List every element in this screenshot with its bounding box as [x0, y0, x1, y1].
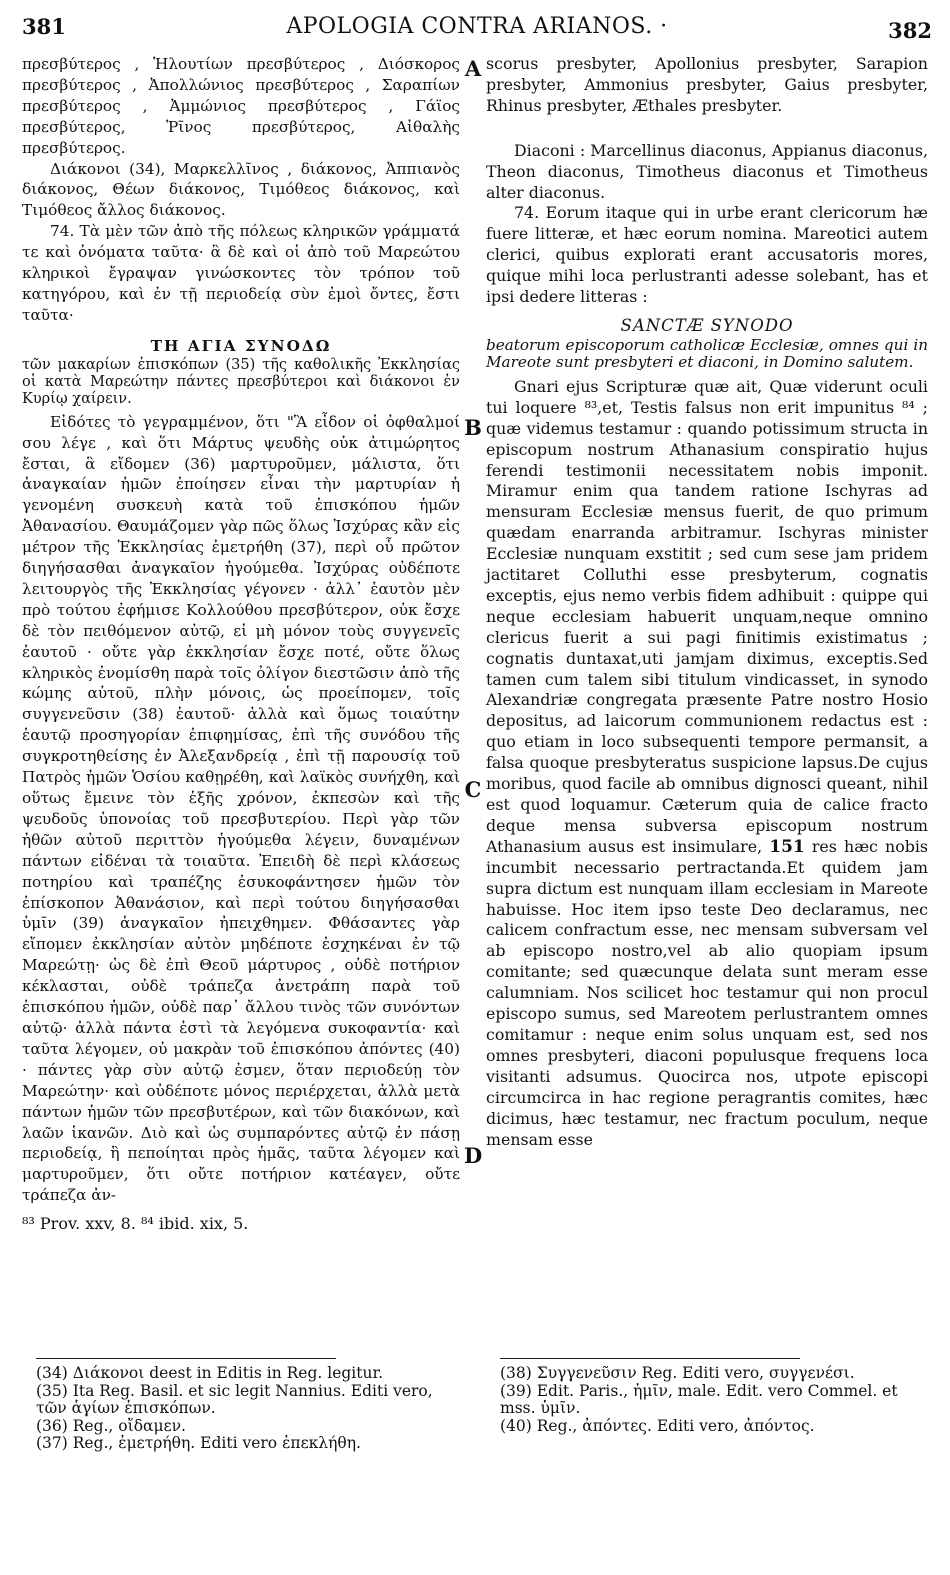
critical-notes-left — [36, 1358, 456, 1453]
notes-rule-right — [500, 1358, 800, 1359]
latin-paragraph-4 — [486, 377, 928, 1151]
latin-paragraph-4-text: Gnari ejus Scripturæ quæ ait, Quæ viderunt oculi tui loquere ⁸³,et, Testis falsus non erit impunitus ⁸⁴ ; quæ videmus testamur : quando potissimum structa in episcopum nostrum Athanasium conspiratio hujus ferendi testimonii necessitatem nobis imponit. Miramur enim qua tandem ratione Ischyras ad mensuram Ecclesiæ mensus fuerit, de quo primum quædam enarranda arbitramur. Ischyras minister Ecclesiæ nunquam exstitit ; sed cum sese jam pridem jactitaret Colluthi esse presbyterum, cognatis exceptis, ejus nemo verbis fidem adhibuit : quippe qui neque ecclesiam habuerit unquam,neque omnino clericus fuerit a sui pagi finitimis existimatus ; cognatis duntaxat,uti jamjam diximus, exceptis.Sed tamen cum talem sibi titulum vindicasset, in synodo Alexandriæ congregata præsente Patre nostro Hosio depositus, ad laicorum communionem redactus est : quo etiam in loco subsequenti tempore permansit, a falsa quoque presbyteratus suspicione lapsus.De cujus moribus, quod facile ab omnibus dignosci queant, nihil est quod loquamur. Cæterum quia de calice fracto deque mensa subversa episcopum nostrum Athanasium ausus est insimulare, — [486, 376, 928, 856]
page-number-left: 381 — [22, 14, 66, 39]
latin-paragraph-1: scorus presbyter, Apollonius presbyter, Sarapion presbyter, Ammonius presbyter, Gaius presbyter, Rhinus presbyter, Æthales presbyter. — [486, 54, 928, 115]
critical-note: (34) Διάκονοι deest in Editis in Reg. legitur. — [36, 1364, 384, 1382]
greek-paragraph-2: Διάκονοι (34), Μαρκελλῖνος , διάκονος, Ἀππιανὸς διάκονος, Θέων διάκονος, Τιμόθεος διάκονος, καὶ Τιμόθεος ἄλλος διάκονος. — [22, 159, 460, 220]
greek-paragraph-1: πρεσβύτερος , Ἡλουτίων πρεσβύτερος , Διόσκορος πρεσβύτερος , Ἀπολλώνιος πρεσβύτερος , Σαραπίων πρεσβύτερος , Ἀμμώνιος πρεσβύτερος , Γάϊος πρεσβύτερος, Ῥῖνος πρεσβύτερος, Αἰθαλὴς πρεσβύτερος. — [22, 55, 460, 157]
notes-rule-left — [36, 1358, 336, 1359]
critical-notes-right — [500, 1358, 930, 1435]
latin-paragraph-4-continued: res hæc nobis incumbit necessario pertractanda.Et quidem jam supra dictum est nunquam illam ecclesiam in Mareote habuisse. Hoc item ipso teste Deo declaramus, nec calicem confractum esse, nec mensam subversam vel ab episcopo nostro,vel ab alio quopiam ipsum comitante; sed quæcunque delata sunt meram esse calumniam. Nos scilicet hoc testamur qui non procul episcopo sumus, sed Mareotem perlustrantem omnes comitamur : neque enim solus unquam est, sed nos omnes presbyteri, diaconi populusque frequens loca visitanti adsumus. Quocirca nos, utpote episcopi circumcirca in hac regione peragrantis comites, hæc dicimus, hæc testamur, nec fractum poculum, neque mensam esse — [486, 836, 928, 1149]
margin-letter-b: B — [464, 415, 482, 440]
section-marker: 151 — [769, 836, 805, 857]
latin-address: beatorum episcoporum catholicæ Ecclesiæ, omnes qui in Mareote sunt presbyteri et diaconi, in Domino salutem. — [486, 335, 928, 371]
running-header — [22, 10, 932, 46]
greek-column — [22, 54, 460, 1234]
latin-column — [486, 54, 928, 1150]
critical-note: (37) Reg., ἐμετρήθη. Editi vero ἐπεκλήθη. — [36, 1434, 361, 1452]
critical-note: (38) Συγγενεῦσιν Reg. Editi vero, συγγενέσι. — [500, 1364, 855, 1382]
critical-note: (35) Ita Reg. Basil. et sic legit Nannius. Editi vero, τῶν ἁγίων ἐπισκόπων. — [36, 1381, 433, 1417]
critical-note: (40) Reg., ἀπόντες. Editi vero, ἀπόντος. — [500, 1416, 815, 1435]
page-number-right: 382 — [888, 18, 932, 43]
greek-address: τῶν μακαρίων ἐπισκόπων (35) τῆς καθολικῆς Ἐκκλησίας οἱ κατὰ Μαρεώτην πάντες πρεσβύτεροι καὶ διάκονοι ἐν Κυρίῳ χαίρειν. — [22, 356, 460, 407]
margin-letter-d: D — [464, 1143, 483, 1168]
greek-paragraph-3: 74. Τὰ μὲν τῶν ἀπὸ τῆς πόλεως κληρικῶν γράμματά τε καὶ ὀνόματα ταῦτα· ἃ δὲ καὶ οἱ ἀπὸ τοῦ Μαρεώτου κληρικοὶ ἔγραψαν γινώσκοντες τὸν τρόπον τοῦ κατηγόρου, καὶ ἐν τῇ περιοδείᾳ σὺν ἐμοὶ ὄντες, ἔστι ταῦτα· — [22, 222, 460, 324]
scripture-footnotes: ⁸³ Prov. xxv, 8. ⁸⁴ ibid. xix, 5. — [22, 1214, 249, 1234]
latin-paragraph-2: Diaconi : Marcellinus diaconus, Appianus diaconus, Theon diaconus, Timotheus diaconus et Timotheus alter diaconus. — [486, 140, 928, 202]
critical-note: (39) Edit. Paris., ἡμῖν, male. Edit. vero Commel. et mss. ὑμῖν. — [500, 1381, 898, 1417]
margin-letter-a: A — [464, 56, 482, 81]
margin-letter-c: C — [464, 777, 482, 802]
greek-paragraph-4: Εἰδότες τὸ γεγραμμένον, ὅτι "Ἃ εἶδον οἱ ὀφθαλμοί σου λέγε , καὶ ὅτι Μάρτυς ψευδὴς οὐκ ἀτιμώρητος ἔσται, ἃ εἴδομεν (36) μαρτυροῦμεν, μάλιστα, ὅτι ἀναγκαίαν ἡμῶν ἐποίησεν εἶναι τὴν μαρτυρίαν ἡ γενομένη συσκευὴ κατὰ τοῦ ἐπισκόπου ἡμῶν Ἀθανασίου. Θαυμάζομεν γὰρ πῶς ὅλως Ἰσχύρας κἂν εἰς μέτρον τῆς Ἐκκλησίας ἐμετρήθη (37), περὶ οὗ πρῶτον διηγήσασθαι ἀναγκαῖον ἡγούμεθα. Ἰσχύρας οὐδέποτε λειτουργὸς τῆς Ἐκκλησίας γέγονεν · ἀλλ᾽ ἑαυτὸν μὲν πρὸ τούτου ἐφήμισε Κολλούθου πρεσβύτερον, οὐκ ἔσχε δὲ τὸν πειθόμενον αὐτῷ, εἰ μὴ μόνον τοὺς συγγενεῖς ἑαυτοῦ · οὔτε γὰρ ἐκκλησίαν ἔσχε ποτέ, οὔτε ὅλως κληρικὸς ἐνομίσθη παρὰ τοῖς ὀλίγον διεστῶσιν ἀπὸ τῆς κώμης αὐτοῦ, πλὴν μόνοις, ὡς προείπομεν, τοῖς συγγενεῦσιν (38) ἑαυτοῦ· ἀλλὰ καὶ ὅμως τοιαύτην ἑαυτῷ προσηγορίαν ἐπιφημίσας, ἐπὶ τῆς συνόδου τῆς συγκροτηθείσης ἐν Ἀλεξανδρείᾳ , ἐπὶ τῇ παρουσίᾳ τοῦ Πατρὸς ἡμῶν Ὁσίου καθῃρέθη, καὶ λαϊκὸς συνήχθη, καὶ οὕτως ἔμεινε τὸν ἑξῆς χρόνον, ἐκπεσὼν καὶ τῆς ψευδοῦς ὑπονοίας τοῦ πρεσβυτερίου. Περὶ γὰρ τῶν ἠθῶν αὐτοῦ περιττὸν ἡγούμεθα λέγειν, δυναμένων πάντων εἰδέναι τὰ τοιαῦτα. Ἐπειδὴ δὲ περὶ κλάσεως ποτηρίου καὶ τραπέζης ἐσυκοφάντησεν ἡμῶν τὸν ἐπίσκοπον Ἀθανάσιον, καὶ περὶ τούτου διηγήσασθαι ὑμῖν (39) ἀναγκαῖον ἠπειχθημεν. Φθάσαντες γὰρ εἴπομεν ἐκκλησίαν αὐτὸν μηδέποτε ἐσχηκέναι ἐν τῷ Μαρεώτῃ· ὡς δὲ ἐπὶ Θεοῦ μάρτυρος , οὐδὲ ποτήριον κέκλασται, οὐδὲ τράπεζα ἀνετράπη παρὰ τοῦ ἐπισκόπου ἡμῶν, οὐδὲ παρ᾽ ἄλλου τινὸς τῶν συνόντων αὐτῷ· ἀλλὰ πάντα ἐστὶ τὰ λεγόμενα συκοφαντία· καὶ ταῦτα λέγομεν, οὐ μακρὰν τοῦ ἐπισκόπου ἀπόντες (40) · πάντες γὰρ σὺν αὐτῷ ἐσμεν, ὅταν περιοδεύῃ τὸν Μαρεώτην· καὶ οὐδέποτε μόνος περιέρχεται, ἀλλὰ μετὰ πάντων ἡμῶν τῶν πρεσβυτέρων, καὶ τῶν διακόνων, καὶ λαῶν ἱκανῶν. Διὸ καὶ ὡς συμπαρόντες αὐτῷ ἐν πάσῃ περιοδείᾳ, ἣ πεποίηται πρὸς ἡμᾶς, ταῦτα λέγομεν καὶ μαρτυροῦμεν, ὅτι οὔτε ποτήριον κατέαγεν, οὔτε τράπεζα ἀν- — [22, 412, 460, 1205]
critical-note: (36) Reg., οἴδαμεν. — [36, 1416, 186, 1435]
latin-paragraph-3: 74. Eorum itaque qui in urbe erant clericorum hæ fuere litteræ, et hæc eorum nomina. Mareotici autem clerici, quibus explorati erant accusatoris mores, quique mihi loca perlustranti adesse solebant, has et ipsi dedere litteras : — [486, 203, 928, 307]
latin-heading: SANCTÆ SYNODO — [620, 315, 794, 335]
running-title: APOLOGIA CONTRA ARIANOS. · — [286, 14, 668, 39]
greek-heading: ΤΗ ΑΓΙΑ ΣΥΝΟΔΩ — [150, 336, 332, 355]
